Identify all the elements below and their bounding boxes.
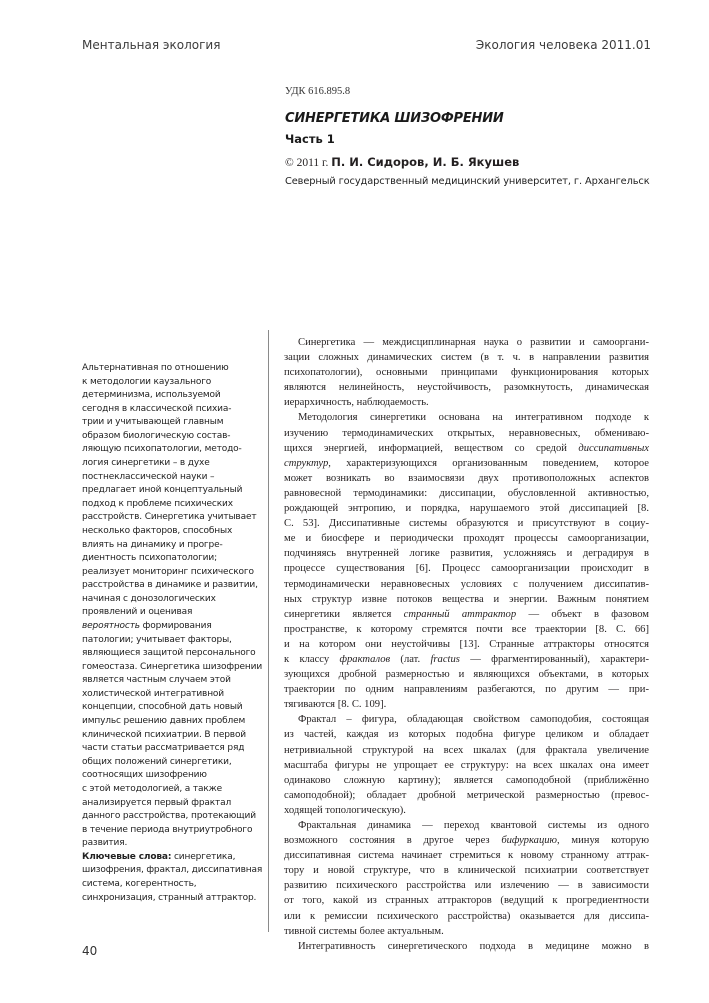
- body-line: [284, 833, 649, 848]
- abstract-line: общих положений синергетики,: [82, 756, 232, 767]
- body-text: , характеризующихся организованным поведением, которое: [328, 457, 649, 469]
- body-line: Фрактальная динамика — переход квантовой системы из одного: [298, 820, 649, 831]
- abstract-line: подход к проблеме психических: [82, 498, 233, 509]
- body-line: тору и новой структуре, что в клинической психиатрии соответствует: [284, 865, 649, 877]
- body-line: зующихся дробной размерностью и являющихся объектами, в которых: [284, 669, 649, 681]
- body-text: — фрагментированный), характери-: [459, 653, 649, 665]
- body-text: , минуя которую: [557, 835, 649, 847]
- body-line: из частей, каждая из которых подобна фигуре целиком и обладает: [284, 729, 649, 741]
- article-title: СИНЕРГЕТИКА ШИЗОФРЕНИИ: [285, 111, 504, 126]
- abstract-line: патологии; учитывает факторы,: [82, 634, 232, 645]
- abstract-line: влиять на динамику и прогре-: [82, 539, 223, 550]
- abstract-emphasis: вероятность: [82, 620, 140, 631]
- body-line: пространстве, к которому стремятся почти все траектории [8. С. 66]: [284, 623, 649, 635]
- term-emphasis: fractus: [430, 653, 460, 665]
- body-line: от того, какой из странных аттракторов (ведущий к прогредиентности: [284, 895, 649, 907]
- abstract-line: диентность психопатологии;: [82, 553, 217, 564]
- abstract-line: импульс решению давних проблем: [82, 716, 246, 727]
- abstract-line: гомеостаза. Синергетика шизофрении: [82, 661, 263, 672]
- body-line: рождающей энтропию, и порядка, нарушаемого этой диссипацией [8.: [284, 503, 649, 515]
- abstract-text: формирования: [139, 620, 212, 631]
- abstract-line: проявлений и оценивая: [82, 607, 193, 618]
- body-line: развитию психического расстройства или излечению — в зависимости: [284, 880, 649, 892]
- body-line: или к ремиссии психического расстройства) оказывается для диссипа-: [284, 910, 649, 922]
- page-number: 40: [82, 944, 98, 958]
- body-line: процессе существования [6]. Процесс самоорганизации происходит в: [284, 563, 649, 575]
- body-line: Интегративность синергетического подхода в медицине можно в: [298, 940, 649, 952]
- body-line: изучению термодинамических открытых, неравновесных, обменивaю-: [284, 427, 649, 439]
- body-text: — объект в фазовом: [516, 608, 649, 620]
- keywords-line: синхронизация, странный аттрактор.: [82, 892, 257, 903]
- abstract-line: с этой методологией, а также: [82, 783, 222, 794]
- abstract-line: образом биологическую состав-: [82, 430, 231, 441]
- abstract-line: являющиеся защитой персонального: [82, 648, 256, 659]
- article-header: [285, 86, 655, 187]
- abstract-line: постнеклассической науки –: [82, 471, 215, 482]
- body-line: и на котором они неустойчивы [13]. Странные аттракторы относятся: [284, 638, 649, 650]
- abstract-line: детерминизма, используемой: [82, 390, 221, 401]
- body-line: траектории по одним направлениям разбегаются, по другим — при-: [284, 684, 649, 696]
- journal-section: Ментальная экология: [82, 38, 221, 52]
- term-emphasis: странный аттрактор: [403, 608, 517, 620]
- abstract-line: холистической интегративной: [82, 688, 224, 699]
- affiliation: Северный государственный медицинский университет, г. Архангельск: [285, 176, 650, 187]
- body-text: синергетики является: [284, 608, 404, 620]
- body-line: Фрактал – фигура, обладающая свойством самоподобия, состоящая: [298, 714, 649, 726]
- body-line: ходящей топологическую).: [284, 804, 406, 816]
- term-emphasis: структур: [284, 457, 329, 469]
- keywords-text: синергетика,: [171, 851, 236, 862]
- body-line: Синергетика — междисциплинарная наука о развитии и самооргани-: [298, 337, 649, 348]
- article-part: Часть 1: [285, 132, 335, 146]
- abstract-line: соотносящих шизофрению: [82, 770, 207, 781]
- udk-code: УДК 616.895.8: [285, 86, 351, 97]
- column-divider: [268, 330, 269, 932]
- body-line: зации сложных динамических систем (в т. ч. в направлении развития: [284, 352, 649, 364]
- abstract-line: данного расстройства, протекающий: [82, 811, 256, 822]
- body-line: равновесной термодинамики: диссипации, обусловленной активностью,: [284, 487, 649, 499]
- abstract-line: предлагает иной концептуальный: [82, 485, 243, 496]
- abstract-line: начиная с донозологических: [82, 593, 216, 604]
- abstract: [82, 362, 262, 905]
- abstract-line: клинической психиатрии. В первой: [82, 729, 247, 740]
- body-text: (лат.: [390, 653, 431, 665]
- body-line: может возникать во взаимосвязи двух противоположных аспектов: [284, 472, 649, 484]
- body-line: С. 53]. Диссипативные системы образуются и присутствуют в социу-: [284, 518, 649, 530]
- abstract-line: к методологии каузального: [82, 376, 212, 387]
- author-names: П. И. Сидоров, И. Б. Якушев: [331, 155, 520, 169]
- abstract-line: ляющую психопатологии, методо-: [82, 444, 242, 455]
- keywords-line: шизофрения, фрактал, диссипативная: [82, 865, 263, 876]
- abstract-line: расстройств. Синергетика учитывает: [82, 512, 257, 523]
- body-line: Методология синергетики основана на интегративном подходе к: [298, 412, 649, 424]
- authors-line: [285, 155, 655, 169]
- journal-issue: Экология человека 2011.01: [475, 38, 651, 52]
- keywords-line: система, когерентность,: [82, 878, 197, 889]
- body-line: тивной системы более актуальным.: [284, 925, 444, 937]
- term-emphasis: фракталов: [339, 653, 391, 665]
- keywords-label: Ключевые слова:: [82, 851, 172, 862]
- abstract-line: расстройства в динамике и развитии,: [82, 580, 258, 591]
- abstract-line: логия синергетики – в духе: [82, 458, 210, 469]
- abstract-line: части статьи рассматривается ряд: [82, 743, 245, 754]
- body-line: самоподобной); обладает дробной метрической размерностью (превос-: [284, 789, 649, 801]
- body-line: [284, 441, 649, 456]
- abstract-line: является частным случаем этой: [82, 675, 231, 686]
- abstract-line: в течение периода внутриутробного: [82, 824, 253, 835]
- body-line: [284, 652, 649, 667]
- abstract-line: концепции, способной дать новый: [82, 702, 243, 713]
- body-line: иерархичность, наблюдаемость.: [284, 397, 429, 409]
- body-line: одинаково сложную картину); является самоподобной (приближённо: [284, 774, 649, 786]
- body-text: щихся энергией, информацией, веществом со средой: [284, 442, 579, 454]
- abstract-line: трии и учитывающей главным: [82, 417, 224, 428]
- body-line: масштаба фигуры не упрощает ее структуру: на всех шкалах она имеет: [284, 759, 649, 771]
- body-line: нетривиальной структурой на всех шкалах (для фрактала увеличение: [284, 744, 649, 756]
- body-text: возможного состояния в другое через: [284, 835, 502, 847]
- abstract-line: реализует мониторинг психического: [82, 566, 254, 577]
- body-line: психопатологии), основными принципами функционирования которых: [284, 367, 649, 379]
- body-line: термодинамически неравновесных условиях с получением диссипатив-: [284, 578, 649, 590]
- abstract-line: развития.: [82, 838, 128, 849]
- abstract-line: Альтернативная по отношению: [82, 363, 229, 373]
- term-emphasis: диссипативных: [578, 442, 649, 454]
- body-line: тягиваются [8. С. 109].: [284, 699, 387, 711]
- body-line: ных структур извне потоков вещества и энергии. Важным понятием: [284, 593, 649, 605]
- abstract-line: анализируется первый фрактал: [82, 797, 232, 808]
- abstract-line: сегодня в классической психиа-: [82, 403, 232, 414]
- copyright-year: © 2011 г.: [285, 157, 329, 169]
- body-line: [284, 456, 649, 471]
- body-text: к классу: [284, 653, 340, 665]
- body-line: ме и биосфере и периодически проходят процессы самоорганизации,: [284, 533, 649, 545]
- article-body: [284, 335, 649, 954]
- body-line: диссипативная система начинает стремиться к новому странному аттрак-: [284, 850, 649, 862]
- abstract-line: [82, 620, 262, 634]
- body-line: [284, 607, 649, 622]
- keywords-line: [82, 851, 262, 865]
- term-emphasis: бифуркацию: [501, 835, 558, 847]
- body-line: являются нелинейность, неустойчивость, разомкнутость, динамическая: [284, 382, 649, 394]
- body-line: подчиняясь внутренней логике развития, усложняясь и деградируя в: [284, 548, 649, 560]
- abstract-line: несколько факторов, способных: [82, 525, 233, 536]
